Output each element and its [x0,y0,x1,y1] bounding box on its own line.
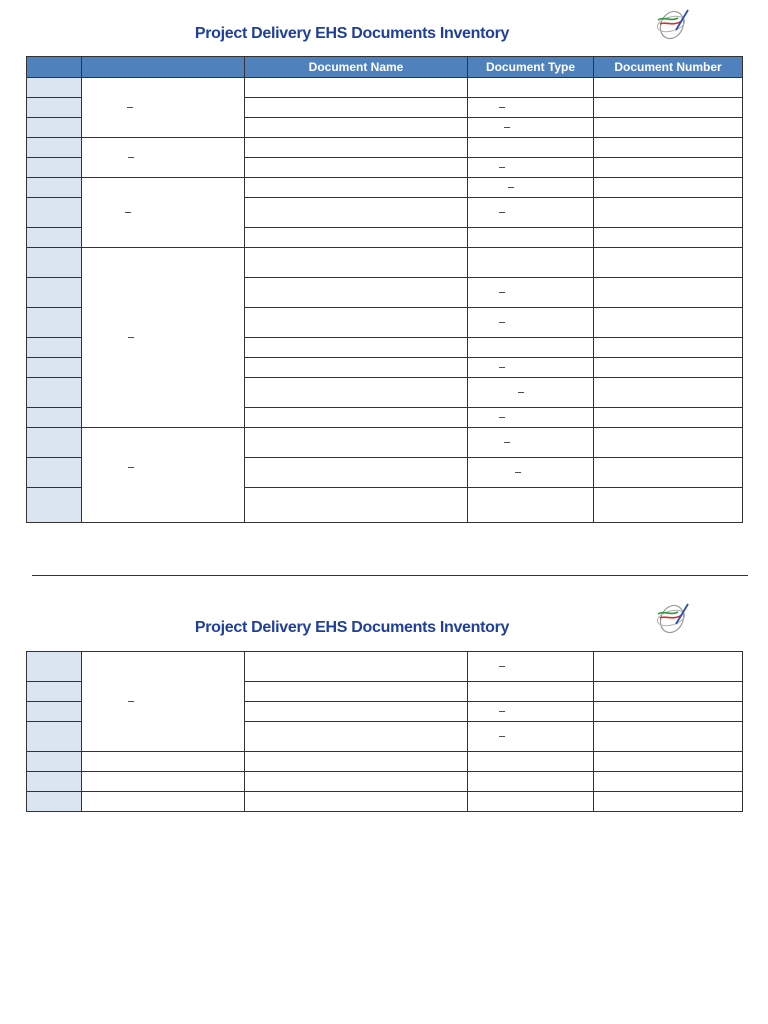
document-name-cell [245,408,468,428]
row-number-cell [27,428,82,458]
document-name-cell [245,228,468,248]
row-number-cell [27,178,82,198]
document-name-cell [245,702,468,722]
document-type-cell [468,98,594,118]
document-number-cell [594,98,743,118]
document-type-cell [468,78,594,98]
document-name-cell [245,178,468,198]
document-name-cell [245,752,468,772]
document-type-cell [468,408,594,428]
document-name-cell [245,158,468,178]
row-number-cell [27,682,82,702]
document-number-cell [594,338,743,358]
document-type-cell [468,722,594,752]
document-number-cell [594,652,743,682]
category-cell [82,792,245,812]
document-type-cell [468,248,594,278]
row-number-cell [27,308,82,338]
document-name-cell [245,278,468,308]
company-logo-icon [652,4,692,44]
page-title: Project Delivery EHS Documents Inventory [194,619,510,636]
row-number-cell [27,138,82,158]
category-cell [82,178,245,248]
category-cell [82,652,245,752]
row-number-cell [27,722,82,752]
row-number-cell [27,98,82,118]
row-number-cell [27,198,82,228]
document-type-cell [468,772,594,792]
document-type-cell [468,358,594,378]
table-row [27,178,743,198]
dash-mark: – [499,360,506,373]
dash-mark: – [499,315,506,328]
category-cell [82,772,245,792]
document-type-cell [468,488,594,523]
table-row [27,792,743,812]
row-number-cell [27,248,82,278]
dash-mark: – [499,100,506,113]
header-category [82,57,245,78]
document-number-cell [594,308,743,338]
row-number-cell [27,652,82,682]
table-row [27,652,743,682]
dash-mark: – [128,150,135,163]
category-cell [82,248,245,428]
document-type-cell [468,138,594,158]
document-number-cell [594,458,743,488]
document-name-cell [245,358,468,378]
dash-mark: – [128,461,135,474]
document-name-cell [245,98,468,118]
document-name-cell [245,722,468,752]
page-title: Project Delivery EHS Documents Inventory [194,25,510,42]
dash-mark: – [504,120,511,133]
document-type-cell [468,428,594,458]
document-type-cell [468,178,594,198]
category-cell [82,78,245,138]
document-type-cell [468,458,594,488]
document-name-cell [245,772,468,792]
dash-mark: – [515,465,522,478]
dash-mark: – [499,704,506,717]
inventory-table-1 [26,56,743,523]
document-number-cell [594,278,743,308]
document-type-cell [468,308,594,338]
document-number-cell [594,138,743,158]
document-name-cell [245,308,468,338]
document-number-cell [594,722,743,752]
row-number-cell [27,378,82,408]
document-name-cell [245,428,468,458]
row-number-cell [27,278,82,308]
document-number-cell [594,792,743,812]
document-type-cell [468,338,594,358]
dash-mark: – [128,330,135,343]
dash-mark: – [499,285,506,298]
document-name-cell [245,652,468,682]
dash-mark: – [518,385,525,398]
document-name-cell [245,248,468,278]
row-number-cell [27,228,82,248]
dash-mark: – [499,160,506,173]
dash-mark: – [499,410,506,423]
dash-mark: – [125,205,132,218]
document-name-cell [245,78,468,98]
row-number-cell [27,752,82,772]
category-cell [82,752,245,772]
document-name-cell [245,118,468,138]
row-number-cell [27,792,82,812]
row-number-cell [27,488,82,523]
document-number-cell [594,378,743,408]
document-number-cell [594,702,743,722]
row-number-cell [27,408,82,428]
header-document-type: Document Type [468,57,594,78]
document-number-cell [594,428,743,458]
category-cell [82,138,245,178]
document-type-cell [468,682,594,702]
page-break-divider [32,575,748,576]
document-name-cell [245,488,468,523]
document-type-cell [468,228,594,248]
document-name-cell [245,378,468,408]
row-number-cell [27,458,82,488]
document-name-cell [245,138,468,158]
row-number-cell [27,118,82,138]
dash-mark: – [504,435,511,448]
header-number [27,57,82,78]
document-type-cell [468,702,594,722]
table-row [27,138,743,158]
dash-mark: – [127,100,134,113]
company-logo-icon [652,598,692,638]
row-number-cell [27,358,82,378]
document-name-cell [245,338,468,358]
document-type-cell [468,792,594,812]
table-row [27,78,743,98]
document-name-cell [245,198,468,228]
document-name-cell [245,682,468,702]
row-number-cell [27,78,82,98]
dash-mark: – [499,659,506,672]
document-type-cell [468,118,594,138]
document-number-cell [594,118,743,138]
row-number-cell [27,338,82,358]
category-cell [82,428,245,523]
document-type-cell [468,752,594,772]
dash-mark: – [499,205,506,218]
document-number-cell [594,178,743,198]
document-type-cell [468,158,594,178]
dash-mark: – [499,729,506,742]
row-number-cell [27,158,82,178]
table-row [27,428,743,458]
document-name-cell [245,792,468,812]
document-number-cell [594,488,743,523]
document-number-cell [594,752,743,772]
table-row [27,772,743,792]
document-number-cell [594,408,743,428]
row-number-cell [27,702,82,722]
dash-mark: – [508,180,515,193]
row-number-cell [27,772,82,792]
document-number-cell [594,682,743,702]
inventory-table-2 [26,651,743,812]
document-name-cell [245,458,468,488]
table-row [27,752,743,772]
document-number-cell [594,228,743,248]
document-number-cell [594,772,743,792]
dash-mark: – [128,694,135,707]
document-number-cell [594,358,743,378]
header-document-name: Document Name [245,57,468,78]
document-type-cell [468,198,594,228]
document-number-cell [594,78,743,98]
document-type-cell [468,378,594,408]
document-number-cell [594,198,743,228]
document-type-cell [468,652,594,682]
document-type-cell [468,278,594,308]
document-number-cell [594,158,743,178]
table-row [27,248,743,278]
header-document-number: Document Number [594,57,743,78]
document-number-cell [594,248,743,278]
table-header-row [27,57,743,78]
